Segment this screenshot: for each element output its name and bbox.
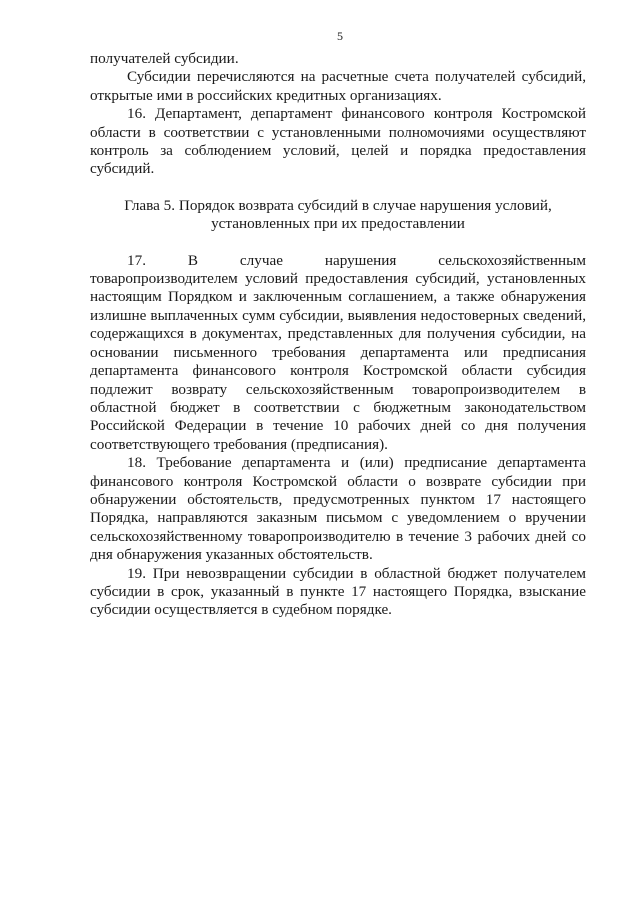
paragraph-17-body: товаропроизводителем условий предоставления субсидий, установленных настоящим Порядком и заключенным соглашением, а также обнаружения излишне выплаченных сумм субсидии, выявления недостоверных сведений, содержащихся в документах, представленных для получения субсидии, на основании письменного требования департамента или предписания департамента финансового контроля Костромской области субсидия подлежит возврату сельскохозяйственным товаропроизводителем в областной бюджет в соответствии с бюджетным законодательством Российской Федерации в течение 10 рабочих дней со дня получения соответствующего требования (предписания). — [90, 270, 586, 453]
paragraph-subsidy-transfer: Субсидии перечисляются на расчетные счета получателей субсидий, открытые ими в российских кредитных организациях. — [90, 68, 586, 104]
chapter-heading-line-1: Глава 5. Порядок возврата субсидий в случае нарушения условий, — [124, 196, 552, 214]
paragraph-continuation: получателей субсидии. — [90, 50, 239, 67]
paragraph-17-first-line: 17. В случае нарушения сельскохозяйственным — [127, 251, 586, 269]
chapter-heading-line-2: установленных при их предоставлении — [211, 215, 465, 233]
paragraph-18: 18. Требование департамента и (или) предписание департамента финансового контроля Костромской области о возврате субсидии при обнаружении обстоятельств, предусмотренных пунктом 17 настоящего Порядка, направляются заказным письмом с уведомлением о вручении сельскохозяйственному товаропроизводителю в течение 3 рабочих дней со дня обнаружения указанных обстоятельств. — [90, 454, 586, 564]
page-number: 5 — [337, 29, 343, 43]
document-body — [90, 50, 586, 620]
chapter-heading — [90, 197, 586, 234]
paragraph-16: 16. Департамент, департамент финансового контроля Костромской области в соответствии с установленными полномочиями осуществляют контроль за соблюдением условий, целей и порядка предоставления субсидий. — [90, 105, 586, 178]
paragraph-19: 19. При невозвращении субсидии в областной бюджет получателем субсидии в срок, указанный в пункте 17 настоящего Порядка, взыскание субсидии осуществляется в судебном порядке. — [90, 564, 586, 619]
